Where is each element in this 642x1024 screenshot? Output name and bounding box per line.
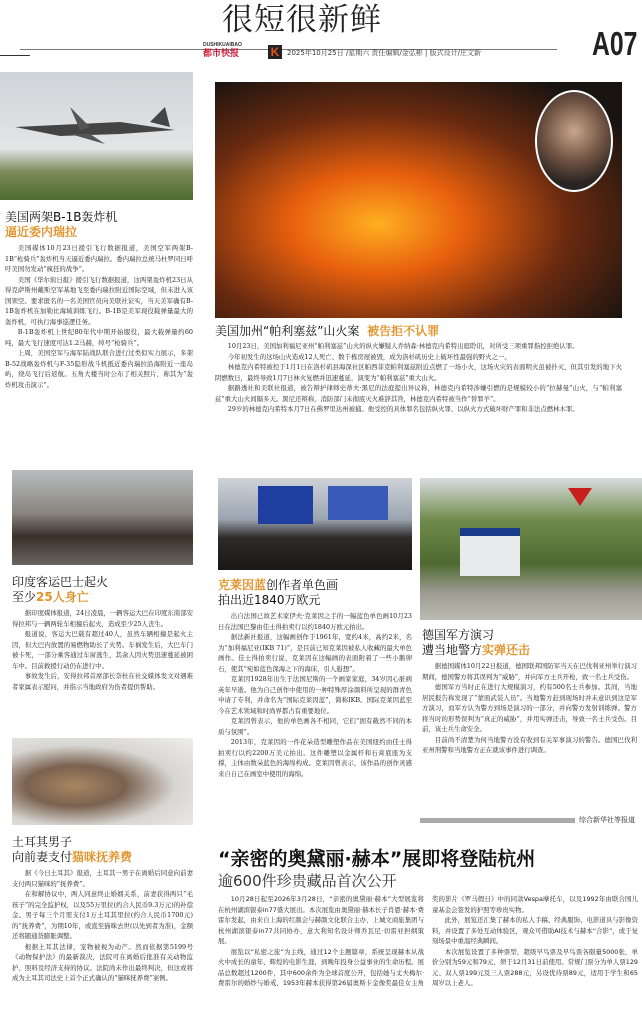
paragraph: 克莱因1928年出生于法国尼斯的一个画家家庭，34岁因心脏病英年早逝。他为自己创作中使用的一种特殊厚涂颜料所呈现的群青色申请了专利，并命名为“国际克莱因蓝”，简称IKB。国际克莱因蓝至今在艺术领域和时尚界都占有重要地位。 bbox=[218, 675, 412, 715]
paragraph: 据德国媒体10月22日报道，德国联邦国防军当天在巴伐利亚州举行演习期间，德国警方将其误判为“威胁”，并向军方士兵开枪，致一名士兵受伤。 bbox=[422, 662, 637, 681]
article-title: 土耳其男子 bbox=[12, 835, 73, 849]
paragraph: 2013年，克莱因的一件花朵造型雕塑作品在美国纽约由佳士得拍卖行以约2200万美元拍出。这件雕塑以金属杆和石膏底座为支撑，主体由数朵蓝色的海绵构成。克莱因曾表示，该作品的创作灵感来自自己在画室中使用的海绵。 bbox=[218, 738, 412, 778]
header-rule-left bbox=[0, 55, 30, 56]
bomber-photo bbox=[0, 72, 193, 200]
source-text: 综合新华社等报道 bbox=[579, 816, 635, 824]
article-subtitle: 实弹还击 bbox=[482, 643, 531, 657]
paragraph: 出自法国已故艺术家伊夫·克莱因之手的一幅蓝色单色画10月23日在法国巴黎由佳士得拍卖行以约1840万欧元拍出。 bbox=[218, 612, 412, 631]
paragraph: 此外，展览还汇集了赫本的私人手稿、经典服饰、电影道具与影像资料，并设置了多处互动体验区，观众可借助AI技术与赫本“合影”，或于复刻场景中重温经典瞬间。 bbox=[432, 916, 638, 945]
paragraph: 本次展览设置了多种票型，超级早鸟票及早鸟票各限量5000张，单价分别为59元和79元，须于12月31日前使用。常规门票分为单人票129元、双人票199元及三人票288元，另设优待票89元，适用于学生和65周岁以上老人。 bbox=[432, 947, 638, 987]
paragraph: 美国媒体10月23日援引飞行数据报道，美国空军两架B-1B“枪骑兵”轰炸机当天逼近委内瑞拉。委内瑞拉总统马杜罗同日呼吁美国勿发动“疯狂的战争”。 bbox=[5, 244, 193, 273]
article-bus bbox=[12, 575, 193, 692]
subtitle-prefix: 遭当地警方 bbox=[422, 643, 483, 657]
paragraph: 美国《华尔街日报》援引飞行数据报道，这两架轰炸机23日从得克萨斯州戴斯空军基地飞至委内瑞拉附近国际空域，但未进入该国领空。要求匿名的一名美国官员向美联社证实，当天美军确有B-1B轰炸机在加勒比海域训练飞行。B-1B是美军现役载弹量最大的轰炸机，可执行海事巡逻任务。 bbox=[5, 275, 193, 326]
article-subtitle: 逼近委内瑞拉 bbox=[5, 225, 78, 239]
subtitle-prefix: 向前妻支付 bbox=[12, 850, 73, 864]
cat-photo bbox=[12, 738, 193, 825]
paragraph: 据《今日土耳其》报道，土耳其一男子在离婚后同意向前妻支付两只猫咪的“抚养费”。 bbox=[12, 869, 193, 888]
feature-body bbox=[218, 894, 638, 1024]
screen bbox=[328, 486, 388, 520]
feature-title: “亲密的奥黛丽·赫本”展即将登陆杭州 bbox=[218, 848, 536, 870]
burnt-bus-photo bbox=[12, 470, 193, 565]
paragraph: 在和解协议中，两人同意终止婚姻关系，前妻获得两只“毛孩子”的完全监护权，以及55万里拉(约合人民币9.3万元)的补偿金。男子每三个月需支付1万土耳其里拉(约合人民币1700元)的“抚养费”，为期10年，或直至猫咪去世(以先到者为准)，金额还将随通货膨胀调整。 bbox=[12, 890, 193, 940]
article-germany bbox=[422, 628, 637, 756]
brand-name: 都市快报 bbox=[203, 49, 240, 59]
feature-subtitle: 逾600件珍贵藏品首次公开 bbox=[218, 872, 397, 890]
article-wildfire bbox=[215, 324, 622, 415]
article-cat bbox=[12, 835, 193, 984]
paragraph: 展览以“私密之旅”为主线，通过12个主题篇章，系统呈现赫本从战火中成长的童年、辉煌的电影生涯，到晚年投身公益事业的生命历程。展品总数超过1200件，其中600余件为全球首度公开，包括她与丈夫梅尔·费雷尔的婚纱与婚戒、1953年赫本获得第26届奥斯卡金像奖最佳女主角奖的影片《罗马假日》中的同款Vespa摩托车，以及1992年由联合国儿童基金会签发的护照等珍贵实物。 bbox=[218, 895, 638, 987]
dateline: 2025年10月25日 /星期六 责任编辑/金弘彬 | 版式设计/庄文新 bbox=[287, 49, 481, 57]
paragraph: 克莱因曾表示，他的单色画各不相同，它们“拥有截然不同的本质与氛围”。 bbox=[218, 717, 412, 736]
paragraph: 事故发生后，安得拉邦首席部长奈杜在社交媒体发文对遇难者家属表示慰问，并指示当地政府为伤者提供帮助。 bbox=[12, 672, 193, 691]
paragraph: 29岁的林德克内希特本月7日在佛罗里达州被捕。他受控的具体罪名包括纵火罪、以纵火方式破坏财产罪和非法点燃林木罪。 bbox=[227, 405, 579, 413]
article-subtitle: 25人身亡 bbox=[36, 590, 89, 604]
article-klein bbox=[218, 578, 412, 779]
paragraph: 据法新社报道，这幅画创作于1961年，宽约4米，高约2米，名为“加利福尼亚(IKB 71)”，是目前已知克莱因被私人收藏的最大单色画作。佳士得拍卖行说，克莱因在这幅画的表面附着了一些小鹅卵石，使其“宛如蓝色深海之下的海床，引人遐想”。 bbox=[218, 633, 412, 673]
defendant-portrait bbox=[535, 90, 613, 192]
brand-pinyin: DUSHIKUAIBAO bbox=[203, 42, 242, 48]
article-bomber bbox=[5, 210, 193, 390]
article-subtitle: 拍出近1840万欧元 bbox=[218, 593, 321, 607]
brand-logo-icon: K bbox=[268, 45, 282, 59]
title-highlight: 克莱因蓝 bbox=[218, 578, 267, 592]
paragraph: 10月28日起至2026年3月28日，“亲密的奥黛丽·赫本”大型展览将在杭州湖滨银泰in77盛大展出。本次展览由奥黛丽·赫本长子肖恩·赫本·费雷尔发起，由来自上海的红颜会与赫颜文化联合主办，上城文商旅集团与杭州湖滨银泰in77共同协办，意大利知名设计师乔瓦尼·切雷亚担纲策展。 bbox=[218, 895, 424, 945]
page-number: A07 bbox=[592, 25, 638, 62]
paragraph: 上周，美国空军与海军陆战队联合进行过类似实力展示，多架B-52战略轰炸机与F-35隐形战斗机抵近委内瑞拉沿海附近一座岛屿，绕岛飞行后返航。五角大楼当时公布了相关照片，称其为“轰炸机攻击演示”。 bbox=[5, 349, 193, 389]
article-title: 美国加州“帕利塞兹”山火案 bbox=[215, 324, 360, 338]
paragraph: 根据土耳其法律，宠物被视为动产。然而依据第5199号《动物保护法》的最新裁决，法院可在离婚后批准有关动物监护、照料及经济支持的协议。法院尚未作出最终判决，但这或将成为土耳其司法史上首个正式确认的“猫咪抚养费”案例。 bbox=[12, 942, 193, 982]
paragraph: 据印度媒体报道，24日凌晨，一辆客运大巴在印度东南部安得拉邦与一辆两轮车相撞后起火，造成至少25人丧生。 bbox=[12, 609, 193, 628]
source-bar bbox=[420, 818, 575, 823]
article-subtitle: 被告拒不认罪 bbox=[367, 324, 440, 338]
paragraph: 德国军方当时正在进行大规模演习，约有500名士兵参加。其间，当地居民报告称发现了“蒙面武装人员”。当地警方赶到现场时并未意识到这是军方演习，而军方认为警方到场是演习的一部分，并向警方发射训练弹。警方将当时的形势误判为“真正的威胁”，并用实弹还击，导致一名士兵受伤。目前，该士兵生命安全。 bbox=[422, 683, 637, 733]
paragraph: 林德克内希特被控于1月1日在洛杉矶县海深社区帕西菲克帕利塞兹附近点燃了一场小火，这场火灾的表面明火虽被扑灭，但其引发的地下火阴燃数日，最终导致1月7日林火复燃并迅速蔓延，演变为“帕利塞兹”重大山火。 bbox=[215, 363, 622, 382]
article-title: 创作者单色画 bbox=[266, 578, 339, 592]
police-car bbox=[460, 528, 520, 576]
subtitle-prefix: 至少 bbox=[12, 590, 37, 604]
paragraph: B-1B轰炸机上世纪80年代中期开始服役，最大载弹量约60吨，最大飞行速度可达1.2马赫，绰号“枪骑兵”。 bbox=[5, 328, 193, 347]
article-title: 印度客运巴士起火 bbox=[12, 575, 109, 589]
article-title: 美国两架B-1B轰炸机 bbox=[5, 210, 118, 224]
auction-photo bbox=[218, 478, 412, 570]
bomber-plane-icon bbox=[0, 72, 193, 200]
paragraph: 10月23日，美国加利福尼亚州“帕利塞兹”山火的纵火嫌疑人乔纳森·林德克内希特出庭聆讯，对所受三项重罪指控拒绝认罪。 bbox=[227, 342, 579, 350]
source-credit bbox=[420, 815, 635, 825]
yield-sign-icon bbox=[568, 488, 592, 506]
paragraph: 目前尚不清楚为何当地警方没有收到有关军事演习的警告。德国巴伐利亚州刑警和当地警方正在就该事件进行调查。 bbox=[422, 735, 637, 754]
article-title: 德国军方演习 bbox=[422, 628, 495, 642]
police-photo bbox=[420, 478, 642, 620]
section-title: 很短很新鲜 bbox=[222, 2, 382, 38]
paragraph: 今年初发生的这场山火造成12人死亡、数千栋房屋被毁，成为洛杉矶历史上破坏性最强的野火之一。 bbox=[227, 352, 511, 361]
paragraph: 据路透社和美联社报道，被告辩护律师史蒂夫·黑尼的法庭提出异议称，林德克内希特涉嫌引燃的是规模较小的“拉赫曼”山火，与“帕利塞兹”重大山火间隔多天。黑尼还辩称，消防部门未彻底灭火难辞其咎，林德克内希特被当作“替罪羊”。 bbox=[215, 384, 622, 403]
paragraph: 报道说，客运大巴载有超过40人，虽然车辆相撞是起火主因，但大巴内放置的易燃物助长了火势。车祸发生后，大巴车门被卡死，一部分乘客通过车窗逃生，其余人因火势迅速蔓延被困车中。目前救援行动仍在进行中。 bbox=[12, 630, 193, 670]
article-subtitle: 猫咪抚养费 bbox=[72, 850, 133, 864]
blue-painting bbox=[258, 486, 313, 524]
wildfire-photo bbox=[215, 82, 622, 318]
